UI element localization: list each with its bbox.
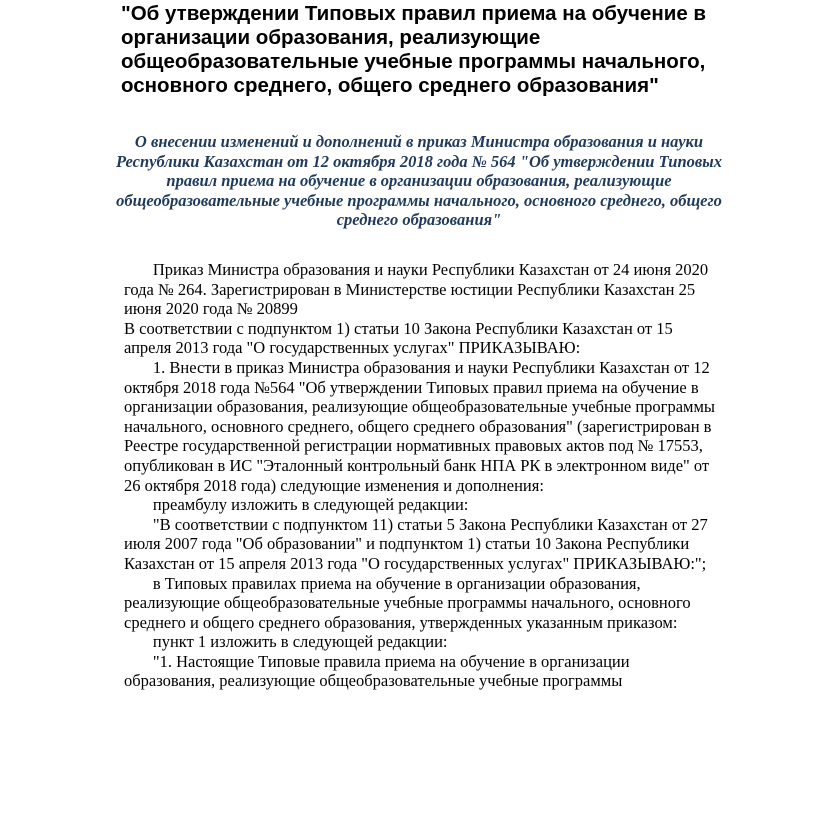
paragraph-rules-amendment: в Типовых правилах приема на обучение в организации образования, реализующие общеобразовательные учебные программы начального, основного среднего и общего среднего образования, утвержденных указанным приказом: <box>124 573 695 632</box>
paragraph-preamble-instruction: преамбулу изложить в следующей редакции: <box>124 495 469 515</box>
paragraph-point-1-text: "1. Настоящие Типовые правила приема на обучение в организации образования, реализующие общеобразовательные учебные программы <box>124 651 634 691</box>
paragraph-order-info: Приказ Министра образования и науки Республики Казахстан от 24 июня 2020 года № 264. Зарегистрирован в Министерстве юстиции Республики Казахстан 25 июня 2020 года № 20899 <box>124 260 713 319</box>
paragraph-preamble-text: "В соответствии с подпунктом 11) статьи 5 Закона Республики Казахстан от 27 июля 2007 года "Об образовании" и подпунктом 1) статьи 10 Закона Республики Казахстан от 15 апреля 2013 года "О государственных услугах" ПРИКАЗЫВАЮ:"; <box>124 514 712 573</box>
paragraph-preamble-basis: В соответствии с подпунктом 1) статьи 10 Закона Республики Казахстан от 15 апреля 2013 года "О государственных услугах" ПРИКАЗЫВАЮ: <box>124 318 677 358</box>
document-subtitle: О внесении изменений и дополнений в приказ Министра образования и науки Республики Казахстан от 12 октября 2018 года № 564 "Об утверждении Типовых правил приема на обучение в организации образования, реализующие общеобразовательные учебные программы начального, основного среднего, общего среднего образования" <box>116 132 722 229</box>
document-title: "Об утверждении Типовых правил приема на обучение в организации образования, реализующие общеобразовательные учебные программы начального, основного среднего, общего среднего образования" <box>121 2 707 97</box>
paragraph-item-1: 1. Внести в приказ Министра образования и науки Республики Казахстан от 12 октября 2018 года №564 "Об утверждении Типовых правил приема на обучение в организации образования, реализующие общеобразовательные учебные программы начального, основного среднего, общего среднего образования" (зарегистрирован в Реестре государственной регистрации нормативных правовых актов под № 17553, опубликован в ИС "Эталонный контрольный банк НПА РК в электронном виде" от 26 октября 2018 года) следующие изменения и дополнения: <box>124 357 720 495</box>
document-body <box>124 260 724 691</box>
paragraph-point-1-instruction: пункт 1 изложить в следующей редакции: <box>124 632 448 652</box>
